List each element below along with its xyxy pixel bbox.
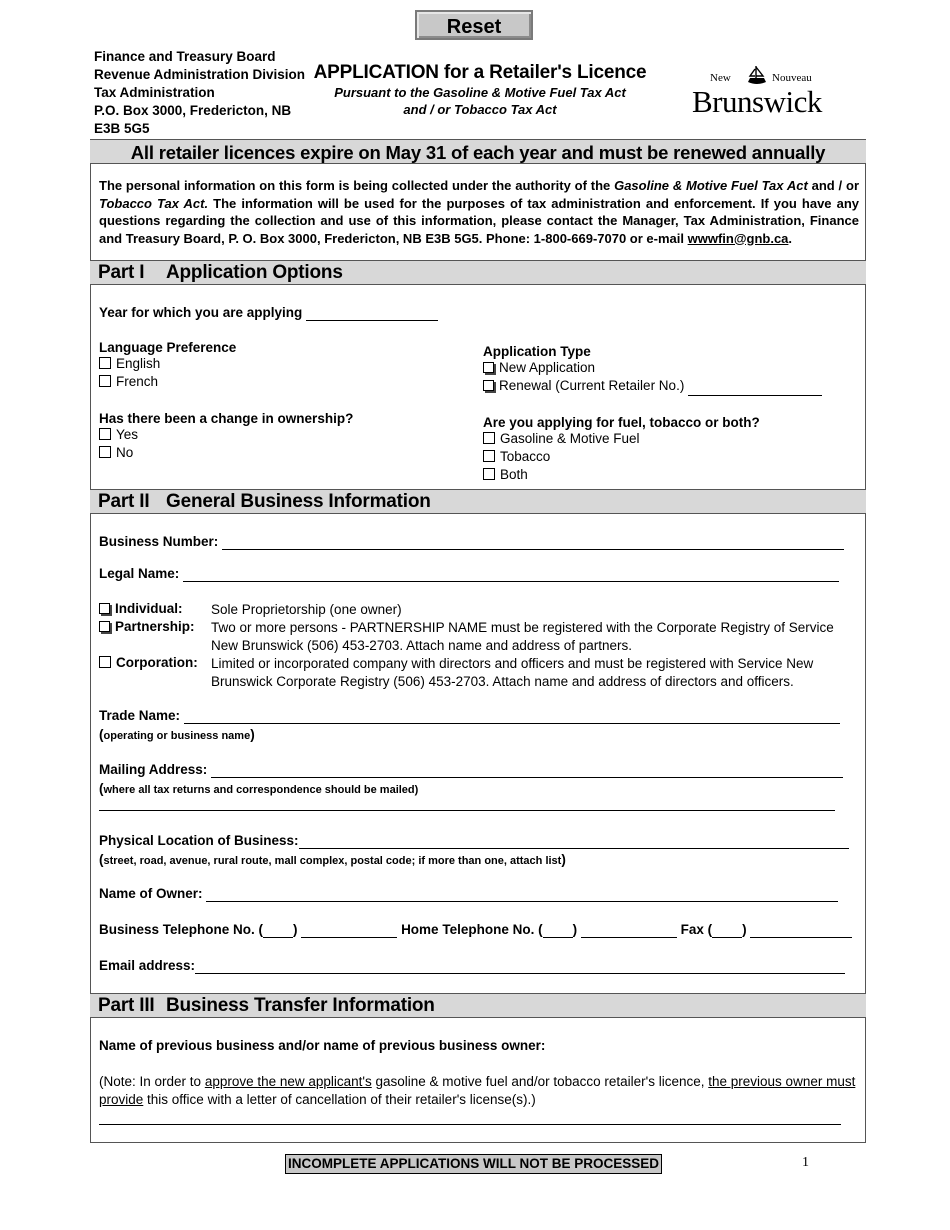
part-number: Part I	[98, 262, 145, 283]
checkbox[interactable]	[99, 656, 111, 668]
part-title: General Business Information	[166, 491, 431, 512]
application-type-label: Application Type	[483, 344, 591, 359]
fax-area-code-input[interactable]	[712, 922, 742, 938]
act-name: Gasoline & Motive Fuel Tax Act	[614, 178, 808, 193]
language-group	[99, 340, 236, 391]
form-title: APPLICATION for a Retailer's Licence	[313, 62, 647, 83]
email-link[interactable]: wwwfin@gnb.ca	[687, 230, 789, 246]
new-brunswick-logo	[690, 66, 830, 118]
form-subtitle: Pursuant to the Gasoline & Motive Fuel Tax Act	[334, 85, 626, 100]
ownership-group	[99, 411, 353, 462]
trade-name-input[interactable]	[184, 708, 840, 724]
individual-option[interactable]: Individual:	[99, 601, 183, 616]
part2-header	[90, 489, 866, 514]
previous-business-label: Name of previous business and/or name of previous business owner:	[99, 1038, 546, 1053]
part-number: Part III	[98, 995, 155, 1016]
ownership-yes-option[interactable]: Yes	[99, 426, 353, 444]
trade-name-field: Trade Name:	[99, 708, 840, 724]
application-type-group	[483, 344, 822, 396]
physical-location-hint: (street, road, avenue, rural route, mall complex, postal code; if more than one, attach list)	[99, 852, 566, 867]
checkbox[interactable]	[483, 362, 494, 373]
issuer-line: Revenue Administration Division	[94, 67, 306, 82]
form-subtitle: and / or Tobacco Tax Act	[403, 102, 557, 117]
gasoline-option[interactable]: Gasoline & Motive Fuel	[483, 430, 760, 448]
expiry-notice: All retailer licences expire on May 31 of each year and must be renewed annually	[90, 139, 866, 164]
year-label: Year for which you are applying	[99, 305, 303, 320]
checkbox[interactable]	[483, 380, 494, 391]
transfer-note: (Note: In order to approve the new applicant's gasoline & motive fuel and/or tobacco retailer's licence, the previous owner must provide this office with a letter of cancellation of their retailer's license(s).)	[99, 1074, 856, 1107]
checkbox[interactable]	[483, 450, 495, 462]
year-field	[99, 305, 438, 321]
fax-input[interactable]	[750, 922, 852, 938]
reset-button[interactable]: Reset	[415, 10, 533, 40]
owner-name-input[interactable]	[206, 886, 838, 902]
business-number-input[interactable]	[222, 534, 844, 550]
tobacco-option[interactable]: Tobacco	[483, 448, 760, 466]
logo-nouveau-text: Nouveau	[772, 72, 812, 84]
form-title-block	[300, 62, 660, 118]
part-title: Business Transfer Information	[166, 995, 435, 1016]
checkbox[interactable]	[483, 432, 495, 444]
issuer-line: Finance and Treasury Board	[94, 49, 276, 64]
product-label: Are you applying for fuel, tobacco or both?	[483, 415, 760, 430]
retailer-number-input[interactable]	[688, 377, 822, 396]
act-name: Tobacco Tax Act.	[99, 195, 209, 211]
part3-header	[90, 993, 866, 1018]
issuer-line: E3B 5G5	[94, 121, 150, 136]
mailing-address-input[interactable]	[211, 762, 843, 778]
legal-name-field: Legal Name:	[99, 566, 839, 582]
checkbox[interactable]	[483, 468, 495, 480]
previous-business-input[interactable]	[99, 1110, 841, 1125]
mailing-address-hint: (where all tax returns and correspondence should be mailed)	[99, 781, 419, 796]
page-number: 1	[802, 1155, 809, 1170]
language-french-option[interactable]: French	[99, 373, 236, 391]
home-area-code-input[interactable]	[543, 922, 573, 938]
checkbox[interactable]	[99, 621, 110, 632]
email-input[interactable]	[195, 958, 845, 974]
business-area-code-input[interactable]	[263, 922, 293, 938]
logo-new-text: New	[710, 72, 731, 84]
partnership-description: Two or more persons - PARTNERSHIP NAME must be registered with the Corporate Registry of Service New Brunswick (506) 453-2703. Attach name and address of partners.	[211, 620, 834, 653]
individual-description: Sole Proprietorship (one owner)	[211, 602, 402, 617]
new-application-option[interactable]: New Application	[483, 359, 822, 377]
ownership-label: Has there been a change in ownership?	[99, 411, 354, 426]
part-title: Application Options	[166, 262, 343, 283]
ownership-no-option[interactable]: No	[99, 444, 353, 462]
physical-location-input[interactable]	[299, 833, 849, 849]
mailing-address-input-line2[interactable]	[99, 796, 835, 811]
part-number: Part II	[98, 491, 150, 512]
trade-name-hint: (operating or business name)	[99, 727, 255, 742]
home-phone-input[interactable]	[581, 922, 677, 938]
corporation-option[interactable]: Corporation:	[99, 655, 198, 670]
language-label: Language Preference	[99, 340, 237, 355]
issuer-line: Tax Administration	[94, 85, 215, 100]
checkbox[interactable]	[99, 446, 111, 458]
renewal-option[interactable]: Renewal (Current Retailer No.)	[483, 377, 822, 396]
checkbox[interactable]	[99, 375, 111, 387]
checkbox[interactable]	[99, 357, 111, 369]
issuer-line: P.O. Box 3000, Fredericton, NB	[94, 103, 292, 118]
product-group	[483, 415, 760, 484]
logo-brunswick-text: Brunswick	[692, 84, 822, 119]
year-input[interactable]	[306, 305, 438, 321]
physical-location-field: Physical Location of Business:	[99, 833, 849, 849]
checkbox[interactable]	[99, 603, 110, 614]
part1-header	[90, 260, 866, 285]
phone-fields: Business Telephone No. ( ) Home Telephone No. ( ) Fax ( )	[99, 922, 852, 938]
corporation-description: Limited or incorporated company with directors and officers and must be registered with Service New Brunswick Corporate Registry (506) 453-2703. Attach name and address of directors and officers.	[211, 656, 814, 689]
partnership-option[interactable]: Partnership:	[99, 619, 195, 634]
legal-name-input[interactable]	[183, 566, 839, 582]
incomplete-warning: INCOMPLETE APPLICATIONS WILL NOT BE PROCESSED	[285, 1154, 662, 1174]
language-english-option[interactable]: English	[99, 355, 236, 373]
email-field: Email address:	[99, 958, 845, 974]
both-option[interactable]: Both	[483, 466, 760, 484]
business-phone-input[interactable]	[301, 922, 397, 938]
issuer-address	[94, 48, 305, 138]
mailing-address-field: Mailing Address:	[99, 762, 843, 778]
checkbox[interactable]	[99, 428, 111, 440]
privacy-notice: The personal information on this form is being collected under the authority of the Gasoline & Motive Fuel Tax Act and / or Tobacco Tax Act. The information will be used for the purposes of tax administration and enforcement. If you have any questions regarding the collection and use of this information, please contact the Manager, Tax Administration, Finance and Treasury Board, P. O. Box 3000, Fredericton, NB E3B 5G5. Phone: 1-800-669-7070 or e-mail wwwfin@gnb.ca.	[99, 178, 859, 246]
owner-name-field: Name of Owner:	[99, 886, 838, 902]
business-number-field: Business Number:	[99, 534, 844, 550]
